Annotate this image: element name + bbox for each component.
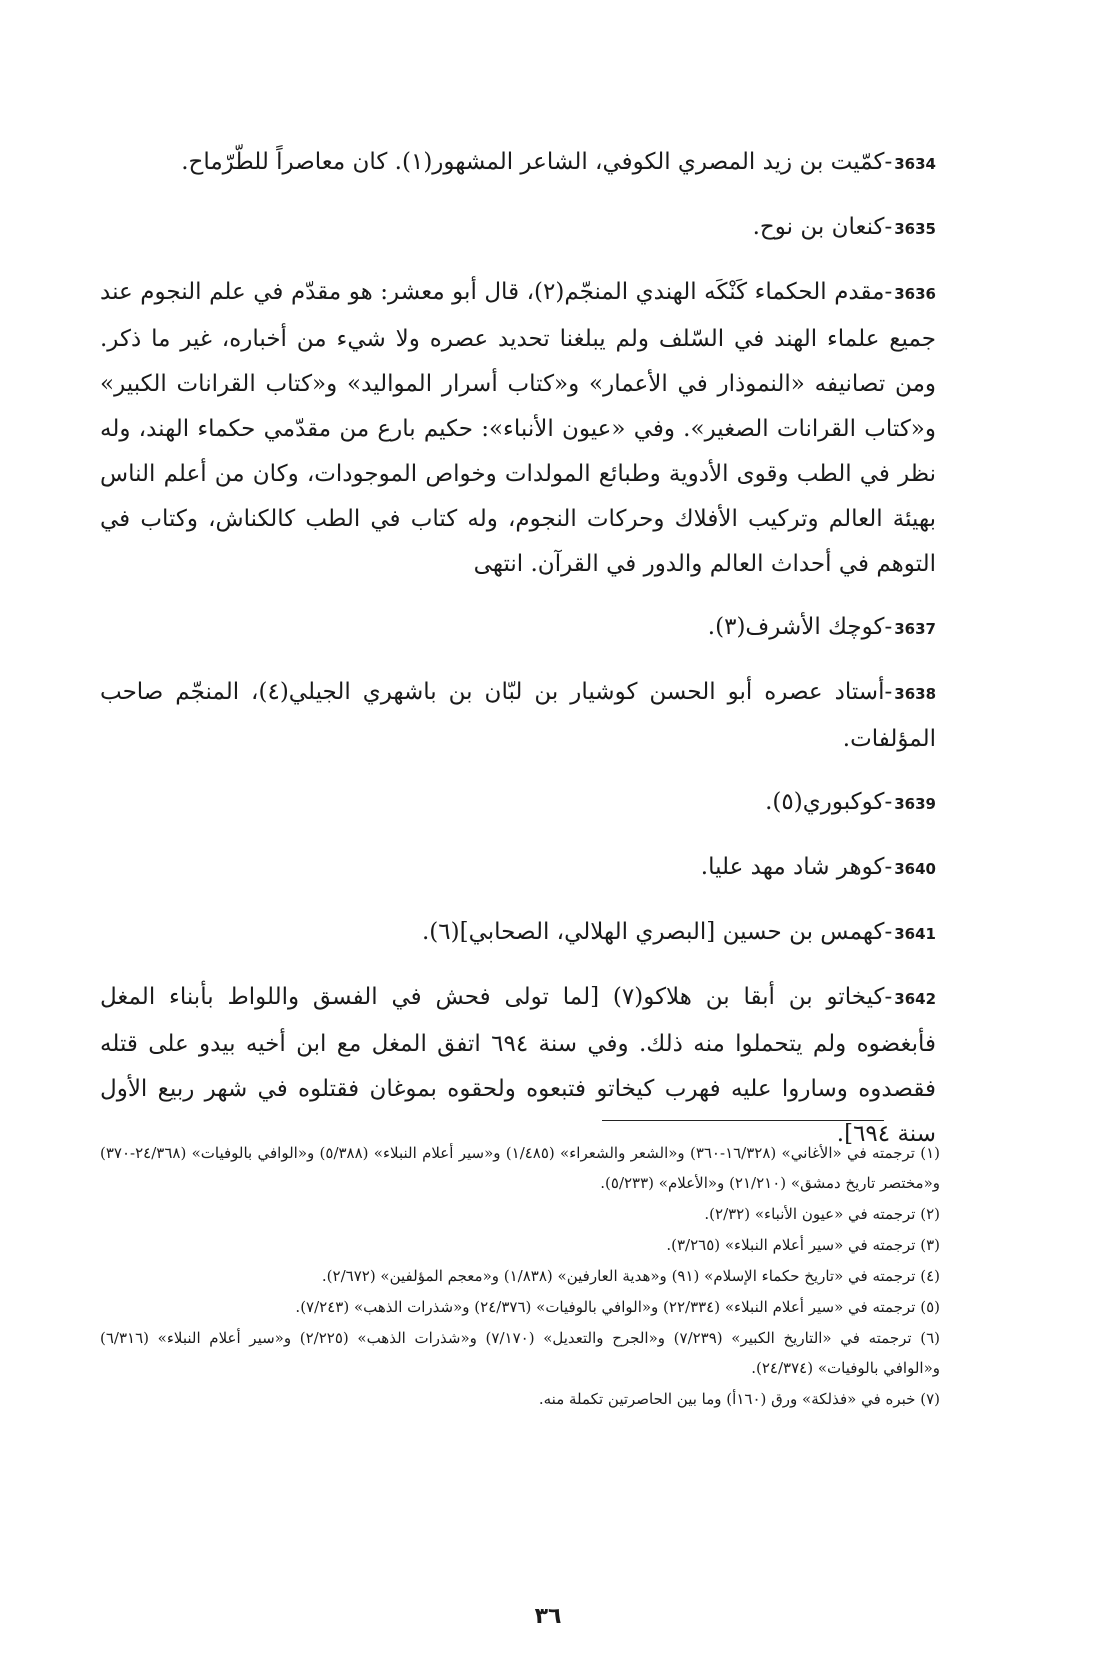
footnote-3: (٣) ترجمته في «سير أعلام النبلاء» (٣/٢٦٥). [666,1236,940,1254]
footnote-2: (٢) ترجمته في «عيون الأنباء» (٢/٣٢). [704,1205,940,1223]
entry-text: كنعان بن نوح. [752,214,885,240]
entry-3640: 3640-كوهر شاد مهد عليا. [100,845,936,892]
footnote-divider [602,1120,884,1121]
entry-text: كيخاتو بن أبقا بن هلاكو(٧) [لما تولى فحش في الفسق واللواط بأبناء المغل فأبغضوه ولم يتحملوا منه ذلك. وفي سنة ٦٩٤ اتفق المغل مع ابن أخيه بيدو على قتله فقصدوه وساروا عليه فهرب كيخاتو فتبعوه ولحقوه بموغان فقتلوه في شهر ربيع الأول سنة ٦٩٤]. [100,984,936,1147]
entry-number: 3640 [894,860,936,878]
footnote-4: (٤) ترجمته في «تاريخ حكماء الإسلام» (٩١) و«هدية العارفين» (١/٨٣٨) و«معجم المؤلفين» (٢/٦٧٢). [321,1267,940,1285]
entry-number: 3635 [894,220,936,238]
entry-3638: 3638-أستاد عصره أبو الحسن كوشيار بن لبّان بن باشهري الجيلي(٤)، المنجّم صاحب المؤلفات. [100,670,936,762]
entry-number: 3636 [894,285,936,303]
entry-number: 3641 [894,925,936,943]
entry-3636: 3636-مقدم الحكماء كَنْكَه الهندي المنجّم(٢)، قال أبو معشر: هو مقدّم في علم النجوم عند جميع علماء الهند في السّلف ولم يبلغنا تحديد عصره ولا شيء من أخباره، غير ما ذكر. ومن تصانيفه «النموذار في الأعمار» و«كتاب أسرار المواليد» و«كتاب القرانات الكبير» و«كتاب القرانات الصغير». وفي «عيون الأنباء»: حكيم بارع من مقدّمي حكماء الهند، وله نظر في الطب وقوى الأدوية وطبائع المولدات وخواص الموجودات، وكان من أعلم الناس بهيئة العالم وتركيب الأفلاك وحركات النجوم، وله كتاب في الطب كالكناش، وكتاب في التوهم في أحداث العالم والدور في القرآن. انتهى [100,270,936,587]
entry-3635: 3635-كنعان بن نوح. [100,205,936,252]
entry-3634: 3634-كمّيت بن زيد المصري الكوفي، الشاعر المشهور(١). كان معاصراً للطّرّماح. [100,140,936,187]
footnote-1: (١) ترجمته في «الأغاني» (١٦/٣٢٨-٣٦٠) و«الشعر والشعراء» (١/٤٨٥) و«سير أعلام النبلاء» (٥/٣٨٨) و«الوافي بالوفيات» (٢٤/٣٦٨-٣٧٠) و«مختصر تاريخ دمشق» (٢١/٢١٠) و«الأعلام» (٥/٢٣٣). [100,1144,940,1192]
page-number: ٣٦ [534,1604,562,1629]
entry-text: كوچك الأشرف(٣). [707,614,885,640]
footnote-7: (٧) خبره في «فذلكة» ورق (١٦٠أ) وما بين الحاصرتين تكملة منه. [538,1390,940,1408]
entry-3641: 3641-كهمس بن حسين [البصري الهلالي، الصحابي](٦). [100,910,936,957]
footnote-5: (٥) ترجمته في «سير أعلام النبلاء» (٢٢/٣٣٤) و«الوافي بالوفيات» (٢٤/٣٧٦) و«شذرات الذهب» (٧/٢٤٣). [295,1298,940,1316]
entry-text: أستاد عصره أبو الحسن كوشيار بن لبّان بن باشهري الجيلي(٤)، المنجّم صاحب المؤلفات. [100,679,936,752]
entry-number: 3637 [894,620,936,638]
entry-number: 3639 [894,795,936,813]
entry-text: كوكبوري(٥). [765,789,885,815]
entry-3639: 3639-كوكبوري(٥). [100,780,936,827]
entry-number: 3642 [894,990,937,1008]
entry-text: كمّيت بن زيد المصري الكوفي، الشاعر المشهور(١). كان معاصراً للطّرّماح. [181,149,885,175]
entry-3642: 3642-كيخاتو بن أبقا بن هلاكو(٧) [لما تولى فحش في الفسق واللواط بأبناء المغل فأبغضوه ولم يتحملوا منه ذلك. وفي سنة ٦٩٤ اتفق المغل مع ابن أخيه بيدو على قتله فقصدوه وساروا عليه فهرب كيخاتو فتبعوه ولحقوه بموغان فقتلوه في شهر ربيع الأول سنة ٦٩٤]. [100,975,936,1157]
entry-text: مقدم الحكماء كَنْكَه الهندي المنجّم(٢)، قال أبو معشر: هو مقدّم في علم النجوم عند جميع علماء الهند في السّلف ولم يبلغنا تحديد عصره ولا شيء من أخباره، غير ما ذكر. ومن تصانيفه «النموذار في الأعمار» و«كتاب أسرار المواليد» و«كتاب القرانات الكبير» و«كتاب القرانات الصغير». وفي «عيون الأنباء»: حكيم بارع من مقدّمي حكماء الهند، وله نظر في الطب وقوى الأدوية وطبائع المولدات وخواص الموجودات، وكان من أعلم الناس بهيئة العالم وتركيب الأفلاك وحركات النجوم، وله كتاب في الطب كالكناش، وكتاب في التوهم في أحداث العالم والدور في القرآن. انتهى [100,279,936,577]
entries-list [100,140,936,1175]
entry-text: كوهر شاد مهد عليا. [700,854,885,880]
footnote-6: (٦) ترجمته في «التاريخ الكبير» (٧/٢٣٩) و«الجرح والتعديل» (٧/١٧٠) و«شذرات الذهب» (٢/٢٢٥) و«سير أعلام النبلاء» (٦/٣١٦) و«الوافي بالوفيات» (٢٤/٣٧٤). [100,1329,940,1377]
footnotes [100,1138,940,1415]
entry-text: كهمس بن حسين [البصري الهلالي، الصحابي](٦). [422,919,885,945]
entry-number: 3638 [894,685,937,703]
entry-number: 3634 [894,155,936,173]
entry-3637: 3637-كوچك الأشرف(٣). [100,605,936,652]
